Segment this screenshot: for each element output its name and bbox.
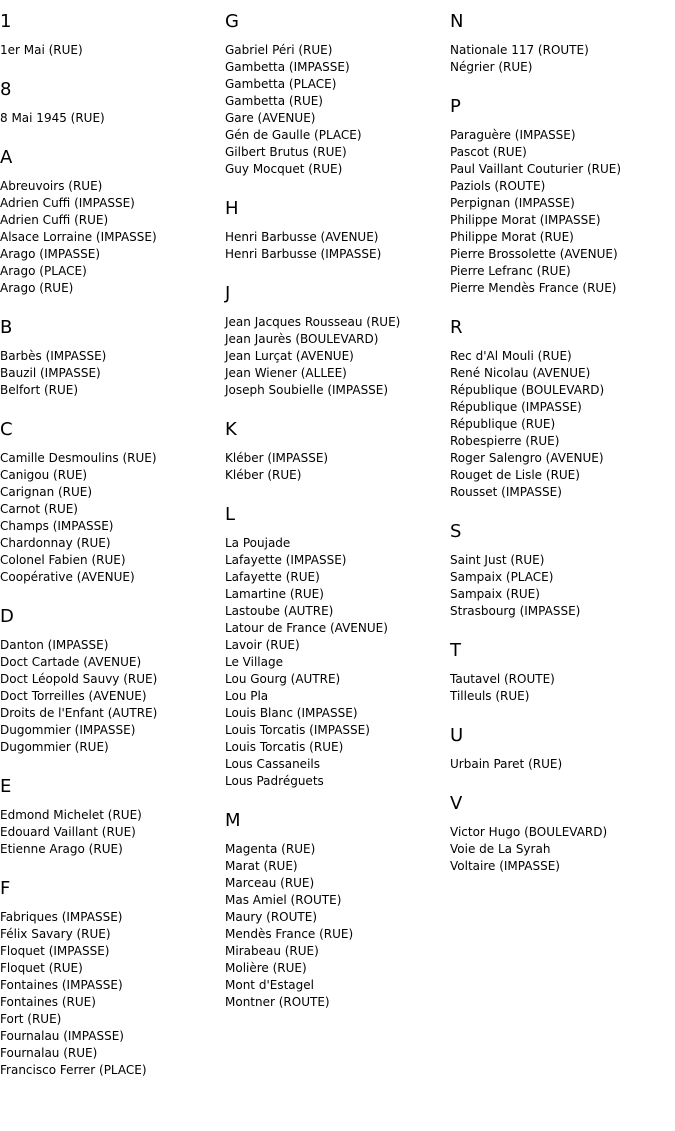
street-link[interactable]: Arago (PLACE): [0, 264, 87, 278]
street-list: [225, 535, 450, 790]
street-list: [0, 110, 225, 127]
letter-group: [450, 725, 675, 773]
street-list: [450, 348, 675, 501]
street-link[interactable]: Mont d'Estagel: [225, 978, 314, 992]
street-link[interactable]: René Nicolau (AVENUE): [450, 366, 591, 380]
street-link[interactable]: République (BOULEVARD): [450, 383, 605, 397]
street-list: [0, 178, 225, 297]
street-link[interactable]: Lastoube (AUTRE): [225, 604, 334, 618]
letter-heading: M: [225, 810, 241, 831]
letter-group: [225, 283, 450, 399]
letter-heading: D: [0, 606, 14, 627]
street-link[interactable]: Fontaines (IMPASSE): [0, 978, 123, 992]
letter-group: [450, 521, 675, 620]
street-link[interactable]: Lous Cassaneils: [225, 757, 320, 771]
street-link[interactable]: Nationale 117 (ROUTE): [450, 43, 589, 57]
letter-heading: K: [225, 419, 237, 440]
street-link[interactable]: Rousset (IMPASSE): [450, 485, 562, 499]
street-list: [450, 756, 675, 773]
street-link[interactable]: Camille Desmoulins (RUE): [0, 451, 157, 465]
street-link[interactable]: Mendès France (RUE): [225, 927, 354, 941]
street-list: [225, 314, 450, 399]
letter-group: [0, 11, 225, 59]
street-link[interactable]: Arago (IMPASSE): [0, 247, 101, 261]
street-link[interactable]: Edmond Michelet (RUE): [0, 808, 142, 822]
street-link[interactable]: Edouard Vaillant (RUE): [0, 825, 136, 839]
street-link[interactable]: Floquet (RUE): [0, 961, 83, 975]
street-link[interactable]: Mas Amiel (ROUTE): [225, 893, 342, 907]
letter-heading: 1: [0, 11, 12, 32]
street-link[interactable]: Lavoir (RUE): [225, 638, 300, 652]
letter-heading: F: [0, 878, 11, 899]
street-link[interactable]: 8 Mai 1945 (RUE): [0, 111, 105, 125]
street-link[interactable]: Philippe Morat (IMPASSE): [450, 213, 601, 227]
street-link[interactable]: Abreuvoirs (RUE): [0, 179, 103, 193]
street-list: [225, 841, 450, 1011]
street-link[interactable]: Doct Torreilles (AVENUE): [0, 689, 147, 703]
street-link[interactable]: Paziols (ROUTE): [450, 179, 546, 193]
letter-group: [0, 776, 225, 858]
street-link[interactable]: Félix Savary (RUE): [0, 927, 111, 941]
street-link[interactable]: Saint Just (RUE): [450, 553, 545, 567]
street-link[interactable]: Montner (ROUTE): [225, 995, 330, 1009]
street-link[interactable]: Gilbert Brutus (RUE): [225, 145, 347, 159]
street-link[interactable]: Philippe Morat (RUE): [450, 230, 574, 244]
street-link[interactable]: Arago (RUE): [0, 281, 74, 295]
street-link[interactable]: Henri Barbusse (IMPASSE): [225, 247, 382, 261]
street-link[interactable]: Louis Torcatis (IMPASSE): [225, 723, 370, 737]
letter-heading: A: [0, 147, 13, 168]
street-link[interactable]: Fabriques (IMPASSE): [0, 910, 123, 924]
letter-heading: N: [450, 11, 464, 32]
street-link[interactable]: Barbès (IMPASSE): [0, 349, 107, 363]
street-list: [450, 671, 675, 705]
street-link[interactable]: Francisco Ferrer (PLACE): [0, 1063, 147, 1077]
street-link[interactable]: Victor Hugo (BOULEVARD): [450, 825, 608, 839]
street-link[interactable]: Paraguère (IMPASSE): [450, 128, 576, 142]
street-link[interactable]: Rouget de Lisle (RUE): [450, 468, 580, 482]
street-link[interactable]: Pierre Lefranc (RUE): [450, 264, 571, 278]
street-list: [0, 42, 225, 59]
street-list: [225, 42, 450, 178]
letter-heading: U: [450, 725, 464, 746]
street-link[interactable]: Fournalau (IMPASSE): [0, 1029, 124, 1043]
street-link[interactable]: Latour de France (AVENUE): [225, 621, 388, 635]
street-link[interactable]: Roger Salengro (AVENUE): [450, 451, 604, 465]
street-link[interactable]: Sampaix (PLACE): [450, 570, 554, 584]
street-link[interactable]: Carnot (RUE): [0, 502, 78, 516]
street-link[interactable]: Fontaines (RUE): [0, 995, 96, 1009]
street-link[interactable]: Joseph Soubielle (IMPASSE): [225, 383, 389, 397]
street-link[interactable]: Magenta (RUE): [225, 842, 316, 856]
street-link[interactable]: Dugommier (IMPASSE): [0, 723, 136, 737]
letter-group: [450, 317, 675, 501]
street-link[interactable]: Lou Gourg (AUTRE): [225, 672, 341, 686]
street-link[interactable]: Le Village: [225, 655, 283, 669]
letter-heading: R: [450, 317, 463, 338]
street-link[interactable]: Coopérative (AVENUE): [0, 570, 135, 584]
street-link[interactable]: Fort (RUE): [0, 1012, 62, 1026]
street-link[interactable]: République (RUE): [450, 417, 556, 431]
street-link[interactable]: Jean Jaurès (BOULEVARD): [225, 332, 379, 346]
street-list: [0, 348, 225, 399]
street-link[interactable]: Pierre Brossolette (AVENUE): [450, 247, 618, 261]
street-link[interactable]: Gambetta (RUE): [225, 94, 323, 108]
street-list: [0, 637, 225, 756]
letter-group: [225, 198, 450, 263]
street-link[interactable]: La Poujade: [225, 536, 291, 550]
street-link[interactable]: Strasbourg (IMPASSE): [450, 604, 581, 618]
street-index-column-1: [0, 0, 225, 1099]
street-link[interactable]: Droits de l'Enfant (AUTRE): [0, 706, 158, 720]
street-link[interactable]: Lamartine (RUE): [225, 587, 324, 601]
letter-group: [450, 96, 675, 297]
letter-group: [0, 317, 225, 399]
street-link[interactable]: Doct Cartade (AVENUE): [0, 655, 142, 669]
street-link[interactable]: Lous Padréguets: [225, 774, 324, 788]
street-link[interactable]: Tilleuls (RUE): [450, 689, 530, 703]
street-link[interactable]: Voltaire (IMPASSE): [450, 859, 560, 873]
letter-heading: T: [450, 640, 461, 661]
street-link[interactable]: Mirabeau (RUE): [225, 944, 319, 958]
street-list: [450, 42, 675, 76]
street-list: [225, 229, 450, 263]
letter-heading: S: [450, 521, 462, 542]
letter-heading: L: [225, 504, 236, 525]
street-link[interactable]: Pascot (RUE): [450, 145, 527, 159]
street-link[interactable]: Robespierre (RUE): [450, 434, 560, 448]
street-list: [0, 450, 225, 586]
letter-group: [0, 419, 225, 586]
letter-group: [225, 504, 450, 790]
letter-group: [450, 11, 675, 76]
letter-heading: H: [225, 198, 239, 219]
letter-heading: J: [225, 283, 231, 304]
letter-group: [0, 79, 225, 127]
street-link[interactable]: Guy Mocquet (RUE): [225, 162, 343, 176]
letter-group: [0, 878, 225, 1079]
street-link[interactable]: Maury (ROUTE): [225, 910, 318, 924]
letter-heading: E: [0, 776, 12, 797]
street-link[interactable]: Belfort (RUE): [0, 383, 79, 397]
street-link[interactable]: Henri Barbusse (AVENUE): [225, 230, 379, 244]
letter-heading: C: [0, 419, 13, 440]
street-link[interactable]: Gabriel Péri (RUE): [225, 43, 333, 57]
letter-group: [0, 606, 225, 756]
street-link[interactable]: Voie de La Syrah: [450, 842, 551, 856]
street-link[interactable]: Kléber (IMPASSE): [225, 451, 329, 465]
street-link[interactable]: Perpignan (IMPASSE): [450, 196, 575, 210]
street-link[interactable]: Danton (IMPASSE): [0, 638, 109, 652]
street-link[interactable]: Adrien Cuffi (RUE): [0, 213, 109, 227]
street-link[interactable]: Lafayette (IMPASSE): [225, 553, 347, 567]
street-link[interactable]: Pierre Mendès France (RUE): [450, 281, 617, 295]
street-list: [450, 552, 675, 620]
street-link[interactable]: Jean Jacques Rousseau (RUE): [225, 315, 401, 329]
street-index-column-2: [225, 0, 450, 1031]
street-link[interactable]: Gare (AVENUE): [225, 111, 316, 125]
street-link[interactable]: Kléber (RUE): [225, 468, 302, 482]
letter-group: [450, 640, 675, 705]
street-link[interactable]: République (IMPASSE): [450, 400, 582, 414]
street-link[interactable]: Alsace Lorraine (IMPASSE): [0, 230, 157, 244]
street-link[interactable]: Doct Léopold Sauvy (RUE): [0, 672, 158, 686]
street-link[interactable]: Paul Vaillant Couturier (RUE): [450, 162, 622, 176]
street-link[interactable]: Lou Pla: [225, 689, 269, 703]
letter-group: [225, 419, 450, 484]
street-link[interactable]: Chardonnay (RUE): [0, 536, 111, 550]
street-link[interactable]: Colonel Fabien (RUE): [0, 553, 126, 567]
street-link[interactable]: Jean Wiener (ALLEE): [225, 366, 347, 380]
street-link[interactable]: Louis Torcatis (RUE): [225, 740, 344, 754]
street-link[interactable]: Louis Blanc (IMPASSE): [225, 706, 358, 720]
street-link[interactable]: Bauzil (IMPASSE): [0, 366, 101, 380]
street-link[interactable]: Jean Lurçat (AVENUE): [225, 349, 354, 363]
letter-heading: G: [225, 11, 239, 32]
street-link[interactable]: Marat (RUE): [225, 859, 298, 873]
street-link[interactable]: Gén de Gaulle (PLACE): [225, 128, 362, 142]
street-list: [0, 807, 225, 858]
letter-group: [225, 810, 450, 1011]
street-link[interactable]: Molière (RUE): [225, 961, 307, 975]
street-link[interactable]: Rec d'Al Mouli (RUE): [450, 349, 572, 363]
street-link[interactable]: Marceau (RUE): [225, 876, 315, 890]
letter-heading: B: [0, 317, 13, 338]
street-link[interactable]: Urbain Paret (RUE): [450, 757, 563, 771]
street-link[interactable]: Champs (IMPASSE): [0, 519, 114, 533]
street-link[interactable]: Dugommier (RUE): [0, 740, 109, 754]
street-link[interactable]: 1er Mai (RUE): [0, 43, 83, 57]
letter-group: [450, 793, 675, 875]
street-link[interactable]: Lafayette (RUE): [225, 570, 320, 584]
letter-group: [0, 147, 225, 297]
street-link[interactable]: Tautavel (ROUTE): [450, 672, 555, 686]
letter-group: [225, 11, 450, 178]
street-link[interactable]: Gambetta (PLACE): [225, 77, 337, 91]
street-list: [0, 909, 225, 1079]
street-link[interactable]: Négrier (RUE): [450, 60, 533, 74]
letter-heading: V: [450, 793, 463, 814]
street-link[interactable]: Gambetta (IMPASSE): [225, 60, 350, 74]
street-link[interactable]: Sampaix (RUE): [450, 587, 540, 601]
street-list: [450, 127, 675, 297]
street-link[interactable]: Fournalau (RUE): [0, 1046, 98, 1060]
street-link[interactable]: Carignan (RUE): [0, 485, 93, 499]
street-link[interactable]: Adrien Cuffi (IMPASSE): [0, 196, 135, 210]
street-link[interactable]: Canigou (RUE): [0, 468, 88, 482]
letter-heading: 8: [0, 79, 12, 100]
street-list: [225, 450, 450, 484]
street-list: [450, 824, 675, 875]
street-index-column-3: [450, 0, 675, 895]
letter-heading: P: [450, 96, 461, 117]
street-link[interactable]: Etienne Arago (RUE): [0, 842, 123, 856]
street-link[interactable]: Floquet (IMPASSE): [0, 944, 110, 958]
